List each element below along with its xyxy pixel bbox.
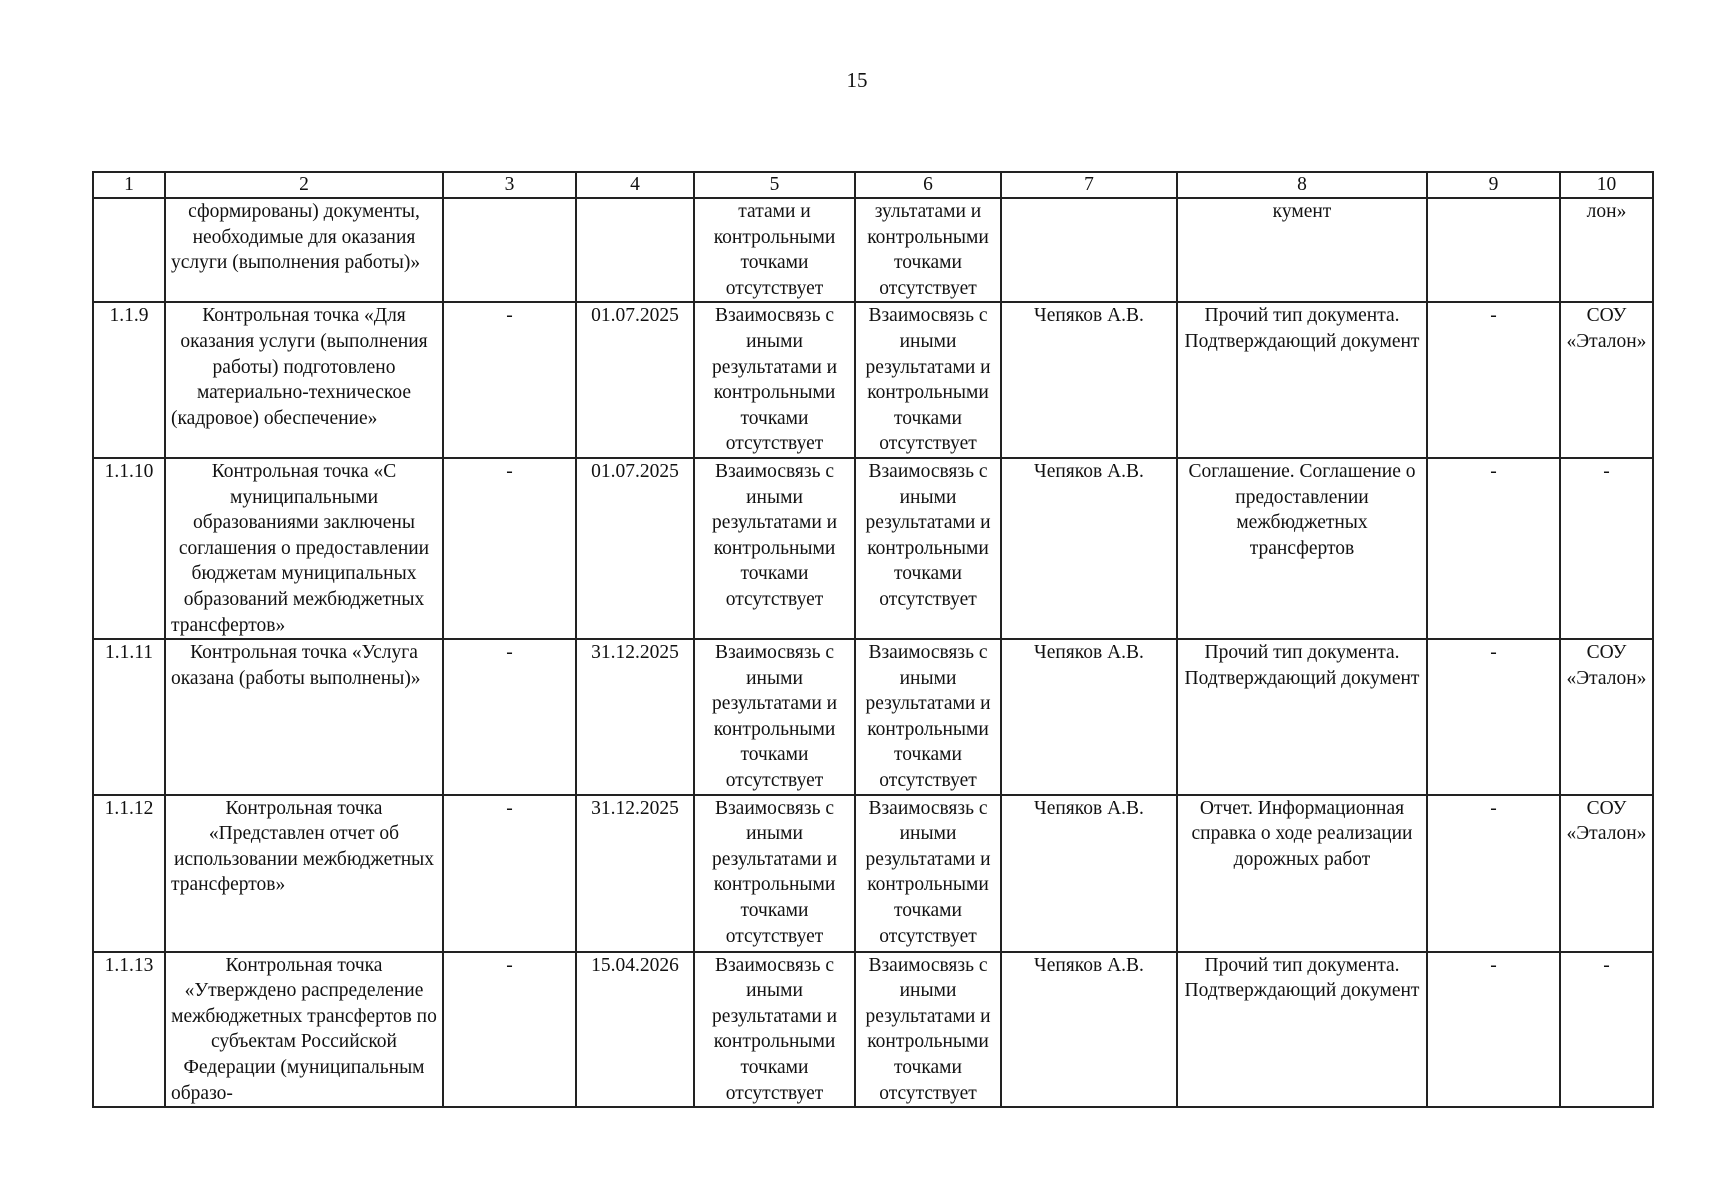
linked-results-col6: Взаимосвязь с иными результатами и контрольными точками отсутствует [855,639,1001,795]
information-system: - [1560,952,1653,1108]
control-point-name: Контрольная точка «Для оказания услуги (выполнения работы) подготовлено материально-техническое (кадровое) обеспечение» [165,302,443,458]
due-date: 01.07.2025 [576,458,694,639]
linked-results-col6: Взаимосвязь с иными результатами и контрольными точками отсутствует [855,952,1001,1108]
column-9-value: - [1427,302,1560,458]
column-header: 1 [93,172,165,198]
header-row [93,172,1653,198]
row-number: 1.1.13 [93,952,165,1108]
responsible-person: Чепяков А.В. [1001,458,1177,639]
row-number: 1.1.11 [93,639,165,795]
row-number: 1.1.12 [93,795,165,952]
linked-results-col5: Взаимосвязь с иными результатами и контрольными точками отсутствует [694,795,855,952]
column-3-value: - [443,639,576,795]
column-header: 9 [1427,172,1560,198]
column-9-value: - [1427,458,1560,639]
column-3-value: - [443,458,576,639]
responsible-person: Чепяков А.В. [1001,639,1177,795]
column-header: 7 [1001,172,1177,198]
column-header: 2 [165,172,443,198]
linked-results-col5: Взаимосвязь с иными результатами и контрольными точками отсутствует [694,458,855,639]
control-point-name: Контрольная точка «Услуга оказана (работы выполнены)» [165,639,443,795]
due-date: 31.12.2025 [576,639,694,795]
linked-results-col6: Взаимосвязь с иными результатами и контрольными точками отсутствует [855,458,1001,639]
responsible-person: Чепяков А.В. [1001,795,1177,952]
due-date [576,198,694,302]
document-type: Соглашение. Соглашение о предоставлении межбюджетных трансфертов [1177,458,1427,639]
document-type: кумент [1177,198,1427,302]
column-3-value: - [443,795,576,952]
due-date: 15.04.2026 [576,952,694,1108]
due-date: 01.07.2025 [576,302,694,458]
responsible-person [1001,198,1177,302]
information-system: лон» [1560,198,1653,302]
linked-results-col5: Взаимосвязь с иными результатами и контрольными точками отсутствует [694,639,855,795]
document-type: Прочий тип документа. Подтверждающий документ [1177,302,1427,458]
linked-results-col6: зультатами и контрольными точками отсутствует [855,198,1001,302]
row-number: 1.1.9 [93,302,165,458]
row-number: 1.1.10 [93,458,165,639]
table-row [93,952,1653,1108]
table-row [93,639,1653,795]
document-type: Прочий тип документа. Подтверждающий документ [1177,639,1427,795]
column-header: 5 [694,172,855,198]
information-system: СОУ «Эталон» [1560,639,1653,795]
linked-results-col6: Взаимосвязь с иными результатами и контрольными точками отсутствует [855,302,1001,458]
column-3-value [443,198,576,302]
column-3-value: - [443,952,576,1108]
column-9-value: - [1427,795,1560,952]
linked-results-col6: Взаимосвязь с иными результатами и контрольными точками отсутствует [855,795,1001,952]
column-3-value: - [443,302,576,458]
responsible-person: Чепяков А.В. [1001,302,1177,458]
table-row [93,302,1653,458]
linked-results-col5: татами и контрольными точками отсутствует [694,198,855,302]
information-system: СОУ «Эталон» [1560,302,1653,458]
document-type: Прочий тип документа. Подтверждающий документ [1177,952,1427,1108]
column-9-value: - [1427,952,1560,1108]
column-header: 3 [443,172,576,198]
column-9-value: - [1427,639,1560,795]
responsible-person: Чепяков А.В. [1001,952,1177,1108]
information-system: - [1560,458,1653,639]
control-point-name: Контрольная точка «Представлен отчет об использовании межбюджетных трансфертов» [165,795,443,952]
due-date: 31.12.2025 [576,795,694,952]
column-header: 10 [1560,172,1653,198]
table-row [93,198,1653,302]
linked-results-col5: Взаимосвязь с иными результатами и контрольными точками отсутствует [694,302,855,458]
control-point-name: сформированы) документы, необходимые для оказания услуги (выполнения работы)» [165,198,443,302]
row-number [93,198,165,302]
column-header: 4 [576,172,694,198]
information-system: СОУ «Эталон» [1560,795,1653,952]
control-points-table [92,171,1654,1108]
column-9-value [1427,198,1560,302]
page-number: 15 [846,68,868,92]
control-point-name: Контрольная точка «Утверждено распределение межбюджетных трансфертов по субъектам Российской Федерации (муниципальным образо- [165,952,443,1108]
column-header: 6 [855,172,1001,198]
control-point-name: Контрольная точка «С муниципальными образованиями заключены соглашения о предоставлении бюджетам муниципальных образований межбюджетных трансфертов» [165,458,443,639]
table-row [93,458,1653,639]
column-header: 8 [1177,172,1427,198]
linked-results-col5: Взаимосвязь с иными результатами и контрольными точками отсутствует [694,952,855,1108]
document-type: Отчет. Информационная справка о ходе реализации дорожных работ [1177,795,1427,952]
table-row [93,795,1653,952]
